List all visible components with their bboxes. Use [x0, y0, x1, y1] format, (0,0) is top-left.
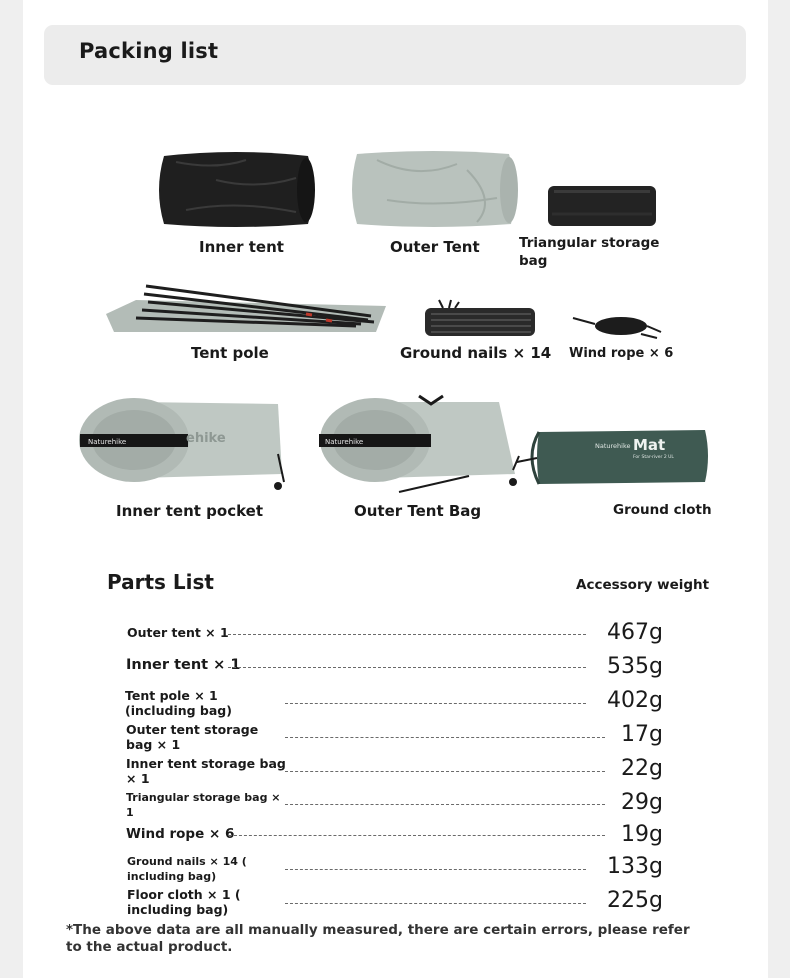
parts-row [23, 852, 768, 884]
leader-dots [228, 667, 586, 668]
accessory-weight-header: Accessory weight [576, 577, 710, 593]
ground-cloth-image [509, 428, 711, 486]
leader-dots [285, 804, 605, 805]
ground-nails-label: Ground nails × 14 [400, 344, 552, 362]
ground-cloth-mat-title: Mat [633, 436, 666, 454]
part-name: Inner tent × 1 [126, 657, 241, 673]
leader-dots [285, 737, 605, 738]
part-name: Inner tent storage bag × 1 [126, 756, 286, 786]
inner-pocket-label: Inner tent pocket [116, 502, 263, 520]
outer-bag-label: Outer Tent Bag [354, 502, 482, 520]
part-name: Tent pole × 1 (including bag) [125, 688, 232, 718]
part-name: Ground nails × 14 ( including bag) [127, 855, 247, 883]
page-title: Packing list [79, 39, 219, 63]
parts-row [23, 686, 768, 718]
part-name: Triangular storage bag × 1 [126, 791, 281, 819]
outer-tent-image [347, 150, 519, 230]
part-name: Outer tent storage bag × 1 [126, 722, 259, 752]
leader-dots [285, 703, 586, 704]
outer-tent-label: Outer Tent [390, 238, 480, 256]
part-weight: 133g [607, 854, 663, 879]
header-bar [44, 25, 746, 85]
outer-bag-image [319, 392, 525, 498]
part-weight: 29g [621, 790, 663, 815]
footnote: *The above data are all manually measured, there are certain errors, please refer to the actual product. [66, 922, 690, 955]
parts-row [23, 720, 768, 752]
part-weight: 467g [607, 620, 663, 645]
part-name: Floor cloth × 1 ( including bag) [127, 887, 241, 917]
leader-dots [229, 835, 605, 836]
inner-tent-label: Inner tent [199, 238, 284, 256]
wind-rope-label: Wind rope × 6 [569, 346, 674, 361]
parts-row [23, 620, 768, 644]
parts-row [23, 654, 768, 678]
leader-dots [228, 634, 586, 635]
part-weight: 225g [607, 888, 663, 913]
part-weight: 22g [621, 756, 663, 781]
part-weight: 17g [621, 722, 663, 747]
parts-row [23, 822, 768, 848]
ground-cloth-label: Ground cloth [613, 502, 712, 518]
ground-cloth-brand-text: Naturehike [595, 442, 631, 450]
leader-dots [285, 771, 605, 772]
inner-pocket-brand-text: Naturehike [88, 438, 127, 446]
leader-dots [285, 869, 586, 870]
parts-list-title: Parts List [107, 570, 214, 594]
ground-nails-image [421, 300, 539, 340]
tent-pole-label: Tent pole [191, 344, 269, 362]
svg-text:ehike: ehike [186, 431, 226, 446]
svg-text:Naturehike: Naturehike [325, 438, 364, 446]
part-name: Outer tent × 1 [127, 625, 229, 640]
wind-rope-image [571, 310, 663, 340]
parts-row [23, 788, 768, 820]
part-weight: 535g [607, 654, 663, 679]
part-weight: 402g [607, 688, 663, 713]
parts-row [23, 754, 768, 786]
inner-tent-image [156, 150, 318, 230]
part-name: Wind rope × 6 [126, 826, 235, 842]
inner-pocket-image [78, 394, 288, 498]
triangular-bag-image [548, 184, 658, 228]
part-weight: 19g [621, 822, 663, 847]
parts-row [23, 886, 768, 918]
leader-dots [285, 903, 586, 904]
triangular-bag-label: Triangular storage bag [519, 235, 660, 269]
tent-pole-image [106, 280, 396, 340]
page [23, 0, 768, 978]
ground-cloth-mat-subtitle: For Star-river 2 UL [633, 455, 674, 460]
